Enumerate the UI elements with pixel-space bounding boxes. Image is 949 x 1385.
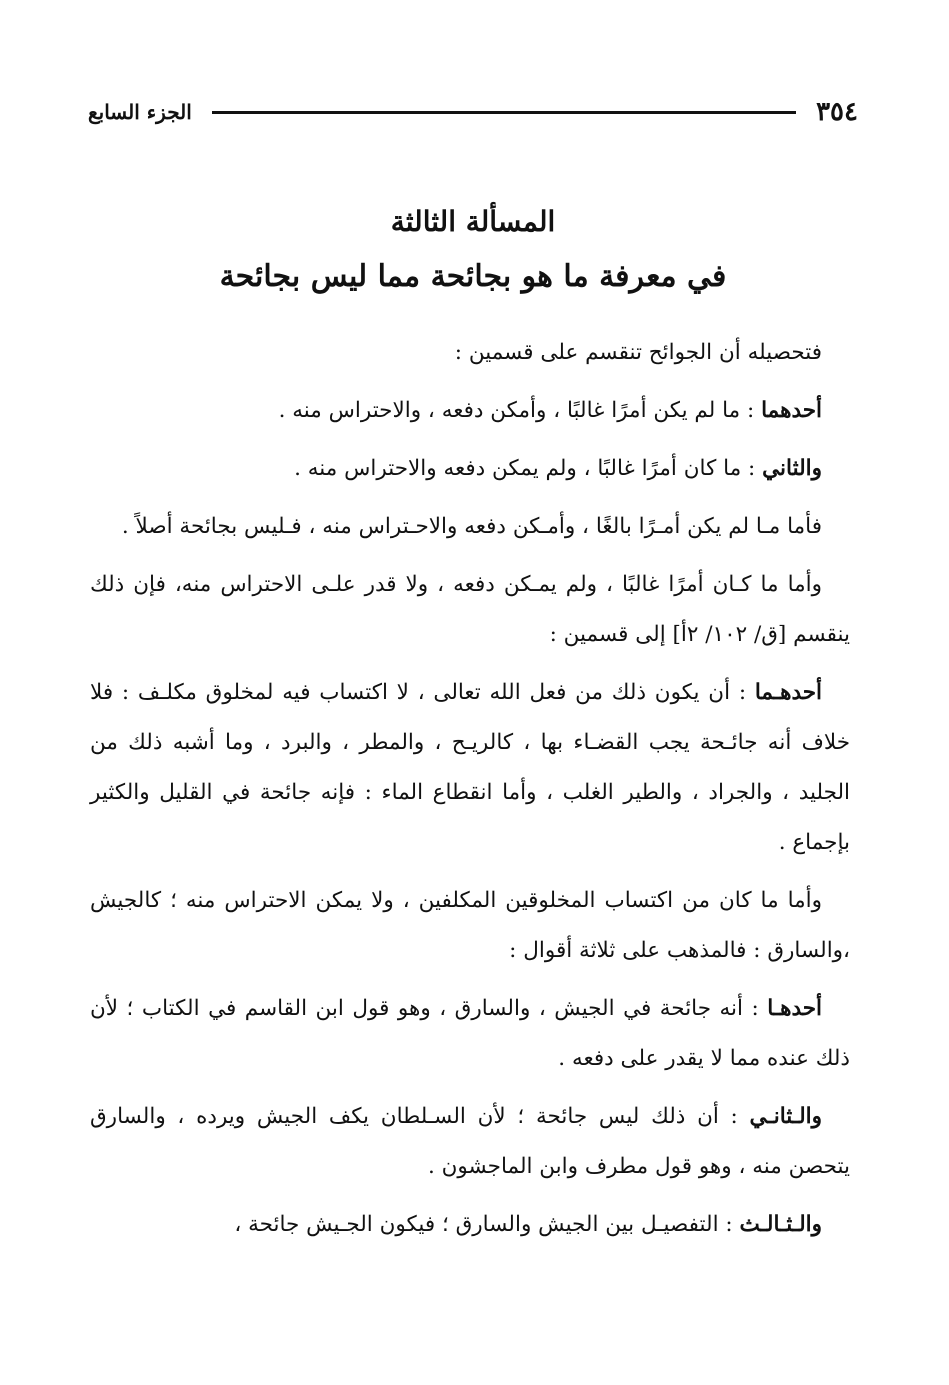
paragraph-text: : ما لم يكن أمرًا غالبًا ، وأمكن دفعه ، والاحتراس منه . <box>278 398 762 423</box>
part-title: الجزء السابع <box>88 100 192 124</box>
section-title: المسألة الثالثة <box>390 205 556 238</box>
paragraph <box>90 328 850 378</box>
running-header <box>88 92 858 132</box>
section-subject: في معرفة ما هو بجائحة مما ليس بجائحة <box>219 259 727 294</box>
paragraph-text: فتحصيله أن الجوائح تنقسم على قسمين : <box>454 340 822 365</box>
section-titles <box>88 196 858 306</box>
paragraph <box>90 444 850 494</box>
paragraph <box>90 1092 850 1192</box>
paragraph-text: : ما كان أمرًا غالبًا ، ولم يمكن دفعه والاحتراس منه . <box>294 456 763 481</box>
paragraph-text: فأما مـا لم يكن أمـرًا بالغًا ، وأمـكن دفعه والاحـتراس منه ، فـليس بجائحة أصلاً . <box>121 514 822 539</box>
paragraph-text: : أنه جائحة في الجيش ، والسارق ، وهو قول ابن القاسم في الكتاب ؛ لأن ذلك عنده مما لا يقدر على دفعه . <box>90 996 850 1071</box>
paragraph <box>90 1200 850 1250</box>
paragraph <box>90 984 850 1084</box>
paragraph <box>90 560 850 660</box>
header-rule <box>212 111 796 114</box>
paragraph <box>90 386 850 436</box>
paragraph-text: : أن ذلك ليس جائحة ؛ لأن السـلطان يكف الجيش ويرده ، والسارق يتحصن منه ، وهو قول مطرف وابن الماجشون . <box>90 1104 850 1179</box>
paragraph-lead: أحدهما <box>761 398 822 423</box>
paragraph-lead: أحدهـما <box>754 680 822 705</box>
paragraph-lead: والثاني <box>762 456 822 481</box>
body-text <box>90 328 850 1258</box>
paragraph <box>90 876 850 976</box>
paragraph-lead: أحدهـا <box>767 996 822 1021</box>
paragraph <box>90 668 850 868</box>
paragraph-text: : أن يكون ذلك من فعل الله تعالى ، لا اكتساب فيه لمخلوق مكلـف : فلا خلاف أنه جائـحة يجب القضـاء بها ، كالريـح ، والمطر ، والبرد ، وما أشبه ذلك من الجليد ، والجراد ، والطير الغلب ، وأما انقطاع الماء : فإنه جائحة في القليل والكثير بإجماع . <box>90 680 850 855</box>
paragraph-text: : التفصيـل بين الجيش والسارق ؛ فيكون الجـيش جائحة ، <box>234 1212 740 1237</box>
paragraph-lead: والـثـالـث <box>739 1212 822 1237</box>
paragraph-text: وأما ما كان من اكتساب المخلوقين المكلفين ، ولا يمكن الاحتراس منه ؛ كالجيش ،والسارق : فالمذهب على ثلاثة أقوال : <box>90 888 850 963</box>
paragraph <box>90 502 850 552</box>
page-number: ٣٥٤ <box>816 97 858 127</box>
paragraph-lead: والـثانـي <box>749 1104 822 1129</box>
paragraph-text: وأما ما كـان أمرًا غالبًا ، ولم يمـكن دفعه ، ولا قدر علـى الاحتراس منه، فإن ذلك ينقسم [ق/ ١٠٢/ ٢أ] إلى قسمين : <box>90 572 850 647</box>
